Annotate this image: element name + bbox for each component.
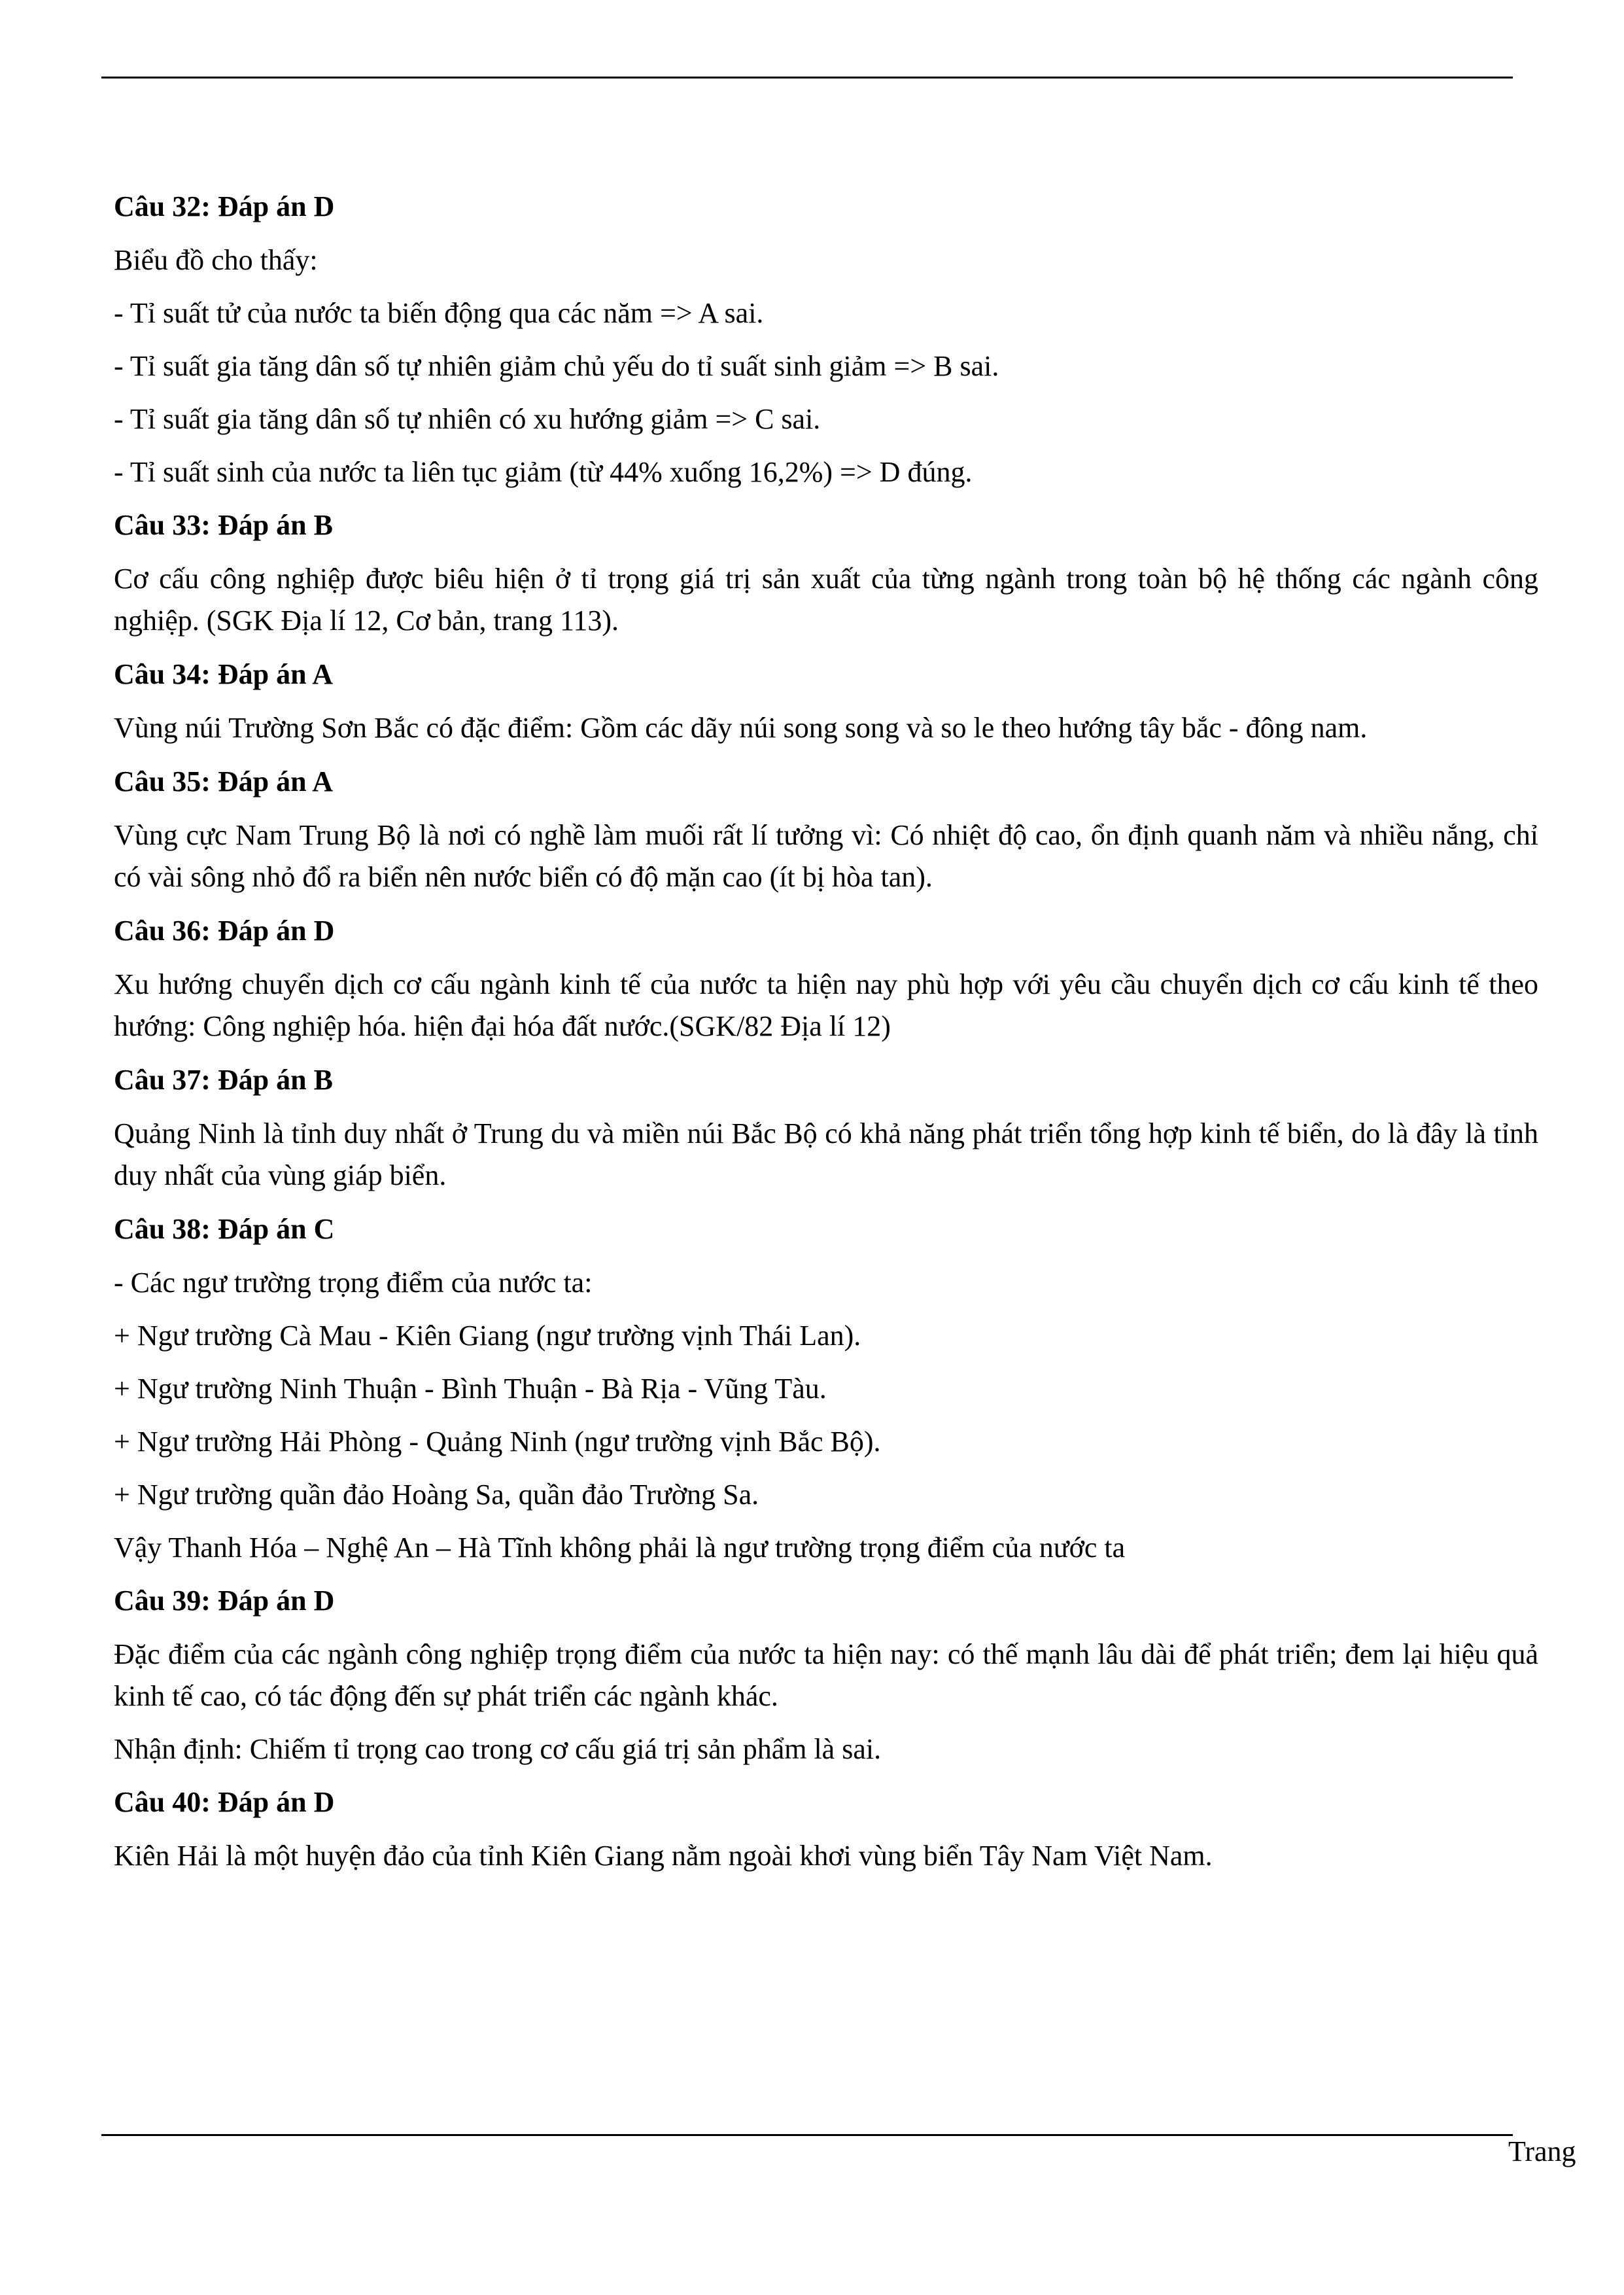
question-34-heading: Câu 34: Đáp án A [114,658,333,690]
question-38-heading: Câu 38: Đáp án C [114,1213,335,1245]
question-38-item-3: + Ngư trường Hải Phòng - Quảng Ninh (ngư trường vịnh Bắc Bộ). [114,1426,881,1458]
question-32-point-d: - Tỉ suất sinh của nước ta liên tục giảm (từ 44% xuống 16,2%) => D đúng. [114,456,973,488]
question-38-item-1: + Ngư trường Cà Mau - Kiên Giang (ngư trường vịnh Thái Lan). [114,1320,861,1352]
question-32-point-b: - Tỉ suất gia tăng dân số tự nhiên giảm chủ yếu do tỉ suất sinh giảm => B sai. [114,350,999,382]
question-37-heading: Câu 37: Đáp án B [114,1064,333,1096]
question-37-explanation: Quảng Ninh là tỉnh duy nhất ở Trung du và miền núi Bắc Bộ có khả năng phát triển tổng hợp kinh tế biển, do là đây là tỉnh duy nhất của vùng giáp biển. [114,1117,1538,1191]
page-label: Trang [1508,2135,1576,2167]
question-35-heading: Câu 35: Đáp án A [114,765,333,797]
question-32-intro: Biểu đồ cho thấy: [114,244,318,276]
question-33-explanation: Cơ cấu công nghiệp được biêu hiện ở tỉ trọng giá trị sản xuất của từng ngành trong toàn bộ hệ thống các ngành công nghiệp. (SGK Địa lí 12, Cơ bản, trang 113). [114,563,1538,637]
question-36-explanation: Xu hướng chuyển dịch cơ cấu ngành kinh tế của nước ta hiện nay phù hợp với yêu cầu chuyển dịch cơ cấu kinh tế theo hướng: Công nghiệp hóa. hiện đại hóa đất nước.(SGK/82 Địa lí 12) [114,968,1538,1042]
question-38-conclusion: Vậy Thanh Hóa – Nghệ An – Hà Tĩnh không phải là ngư trường trọng điểm của nước ta [114,1532,1126,1564]
footer-rule [101,2134,1513,2136]
header-rule [101,77,1513,79]
question-38-item-2: + Ngư trường Ninh Thuận - Bình Thuận - Bà Rịa - Vũng Tàu. [114,1373,827,1405]
question-40-heading: Câu 40: Đáp án D [114,1786,335,1818]
question-32-point-c: - Tỉ suất gia tăng dân số tự nhiên có xu hướng giảm => C sai. [114,403,821,435]
question-34-explanation: Vùng núi Trường Sơn Bắc có đặc điểm: Gồm các dãy núi song song và so le theo hướng tây bắc - đông nam. [114,712,1368,744]
question-38-intro: - Các ngư trường trọng điểm của nước ta: [114,1267,593,1299]
question-40-explanation: Kiên Hải là một huyện đảo của tỉnh Kiên Giang nằm ngoài khơi vùng biển Tây Nam Việt Nam. [114,1840,1213,1872]
question-39-heading: Câu 39: Đáp án D [114,1585,335,1617]
question-32-heading: Câu 32: Đáp án D [114,190,335,222]
question-35-explanation: Vùng cực Nam Trung Bộ là nơi có nghề làm muối rất lí tưởng vì: Có nhiệt độ cao, ổn định quanh năm và nhiều nắng, chỉ có vài sông nhỏ đổ ra biển nên nước biển có độ mặn cao (ít bị hòa tan). [114,819,1538,893]
question-32-point-a: - Tỉ suất tử của nước ta biến động qua các năm => A sai. [114,297,764,329]
answer-content [114,186,1538,1877]
question-39-note: Nhận định: Chiếm tỉ trọng cao trong cơ cấu giá trị sản phẩm là sai. [114,1733,882,1765]
question-36-heading: Câu 36: Đáp án D [114,915,335,947]
question-38-item-4: + Ngư trường quần đảo Hoàng Sa, quần đảo Trường Sa. [114,1479,759,1511]
question-33-heading: Câu 33: Đáp án B [114,509,333,541]
question-39-explanation: Đặc điểm của các ngành công nghiệp trọng điểm của nước ta hiện nay: có thế mạnh lâu dài để phát triển; đem lại hiệu quả kinh tế cao, có tác động đến sự phát triển các ngành khác. [114,1638,1538,1712]
